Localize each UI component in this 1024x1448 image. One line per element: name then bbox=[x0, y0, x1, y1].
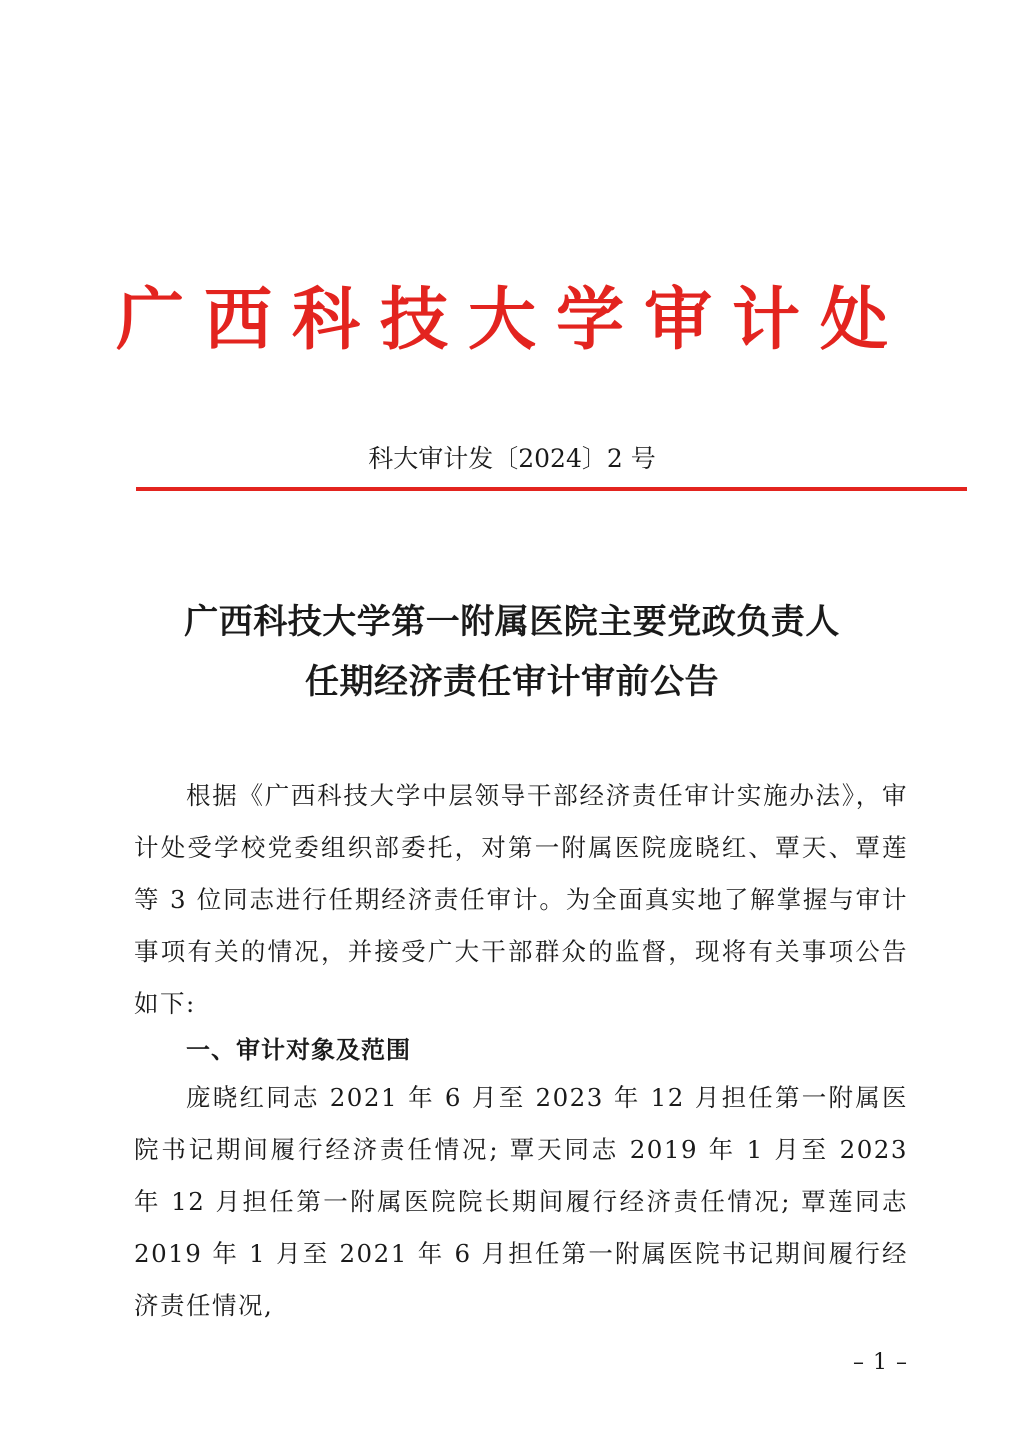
section-heading-1: 一、审计对象及范围 bbox=[186, 1036, 411, 1064]
document-title-line-1: 广西科技大学第一附属医院主要党政负责人 bbox=[184, 602, 840, 642]
issuer-heading: 广西科技大学审计处 bbox=[115, 280, 908, 360]
page-number: – 1 – bbox=[853, 1350, 908, 1375]
section-1-paragraph-block bbox=[134, 1072, 908, 1332]
red-divider-line bbox=[136, 487, 967, 491]
document-title bbox=[0, 592, 1024, 712]
document-number: 科大审计发〔2024〕2 号 bbox=[368, 444, 656, 473]
intro-paragraph-block bbox=[134, 770, 908, 1030]
intro-paragraph: 根据《广西科技大学中层领导干部经济责任审计实施办法》，审计处受学校党委组织部委托，对第一附属医院庞晓红、覃天、覃莲等 3 位同志进行任期经济责任审计。为全面真实地了解掌握与审计事项有关的情况，并接受广大干部群众的监督，现将有关事项公告如下: bbox=[134, 781, 908, 1018]
document-title-line-2: 任期经济责任审计审前公告 bbox=[305, 662, 719, 702]
section-1-paragraph: 庞晓红同志 2021 年 6 月至 2023 年 12 月担任第一附属医院书记期间履行经济责任情况; 覃天同志 2019 年 1 月至 2023 年 12 月担任第一附属医院院长期间履行经济责任情况; 覃莲同志 2019 年 1 月至 2021 年 6 月担任第一附属医院书记期间履行经济责任情况, bbox=[134, 1083, 908, 1320]
